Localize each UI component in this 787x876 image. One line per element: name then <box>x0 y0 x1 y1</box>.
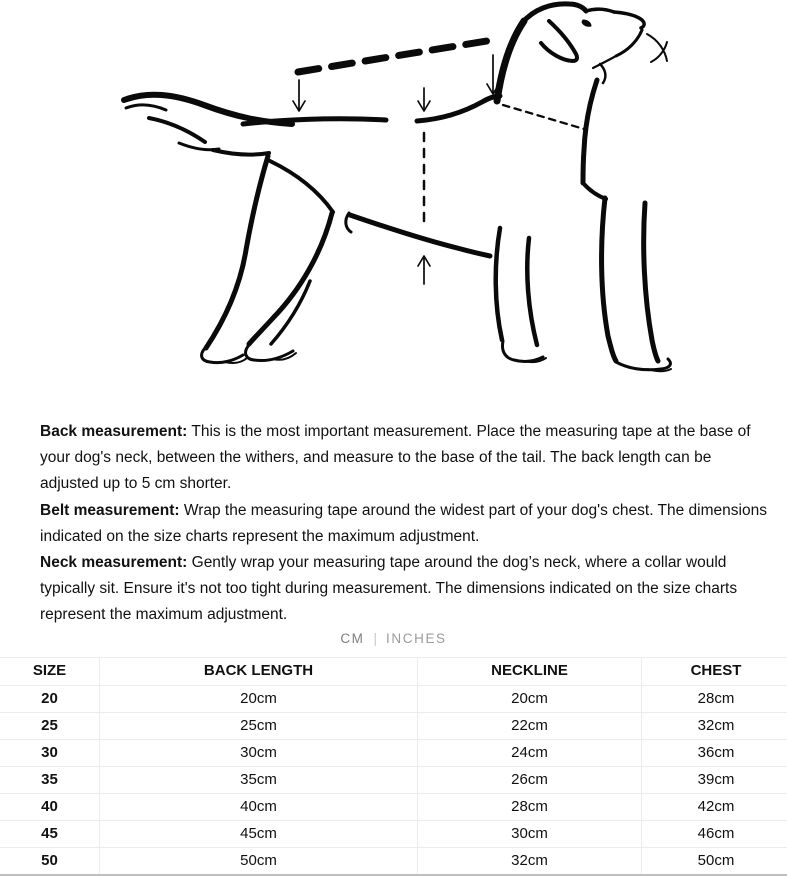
column-header-back-length: BACK LENGTH <box>100 657 418 685</box>
cell-back-length: 45cm <box>100 820 418 847</box>
cell-back-length: 30cm <box>100 739 418 766</box>
cell-size: 35 <box>0 766 100 793</box>
chest-girth-up-arrow-icon <box>418 256 430 284</box>
dog-measurement-diagram <box>0 0 787 405</box>
cell-chest: 28cm <box>642 685 787 712</box>
back-end-arrow-icon <box>487 55 499 94</box>
cell-size: 25 <box>0 712 100 739</box>
dog-line-art <box>124 4 671 371</box>
cell-size: 45 <box>0 820 100 847</box>
unit-option-cm[interactable]: CM <box>340 631 364 646</box>
cell-size: 50 <box>0 847 100 875</box>
size-chart-table <box>0 657 787 876</box>
back-start-arrow-icon <box>293 80 305 111</box>
cell-chest: 39cm <box>642 766 787 793</box>
cell-neckline: 26cm <box>418 766 642 793</box>
instruction-text: Wrap the measuring tape around the widest part of your dog's chest. The dimensions indicated on the size charts represent the maximum adjustment. <box>40 502 767 545</box>
back-mid-arrow-icon <box>418 88 430 111</box>
column-header-neckline: NECKLINE <box>418 657 642 685</box>
cell-neckline: 24cm <box>418 739 642 766</box>
back-length-dashed-line <box>298 40 493 72</box>
cell-back-length: 25cm <box>100 712 418 739</box>
cell-size: 40 <box>0 793 100 820</box>
instruction-label: Belt measurement: <box>40 502 180 519</box>
cell-chest: 32cm <box>642 712 787 739</box>
table-row <box>0 820 787 847</box>
cell-neckline: 22cm <box>418 712 642 739</box>
cell-neckline: 30cm <box>418 820 642 847</box>
cell-back-length: 40cm <box>100 793 418 820</box>
table-row <box>0 712 787 739</box>
cell-neckline: 32cm <box>418 847 642 875</box>
cell-chest: 42cm <box>642 793 787 820</box>
table-row <box>0 766 787 793</box>
unit-toggle <box>0 631 787 651</box>
cell-chest: 50cm <box>642 847 787 875</box>
neckline-dashed-line <box>503 105 584 129</box>
instruction-belt-measurement <box>40 498 767 550</box>
dog-line-art-svg <box>0 0 787 405</box>
measurement-indicators <box>293 40 584 284</box>
cell-neckline: 20cm <box>418 685 642 712</box>
instruction-neck-measurement <box>40 550 767 629</box>
column-header-size: SIZE <box>0 657 100 685</box>
instruction-label: Back measurement: <box>40 423 187 440</box>
table-row <box>0 847 787 875</box>
cell-neckline: 28cm <box>418 793 642 820</box>
cell-chest: 36cm <box>642 739 787 766</box>
measuring-instructions <box>40 419 767 629</box>
unit-option-inches[interactable]: INCHES <box>386 631 447 646</box>
table-row <box>0 739 787 766</box>
unit-separator: | <box>374 631 378 646</box>
table-header-row <box>0 657 787 685</box>
table-row <box>0 685 787 712</box>
column-header-chest: CHEST <box>642 657 787 685</box>
instruction-text: This is the most important measurement. Place the measuring tape at the base of your dog's neck, between the withers, and measure to the base of the tail. The back length can be adjusted up to 5 cm shorter. <box>40 423 751 492</box>
instruction-label: Neck measurement: <box>40 554 187 571</box>
cell-size: 30 <box>0 739 100 766</box>
cell-chest: 46cm <box>642 820 787 847</box>
cell-back-length: 35cm <box>100 766 418 793</box>
instruction-text: Gently wrap your measuring tape around the dog’s neck, where a collar would typically sit. Ensure it's not too tight during measurement. The dimensions indicated on the size charts represent the maximum adjustment. <box>40 554 737 623</box>
instruction-back-measurement <box>40 419 767 498</box>
cell-size: 20 <box>0 685 100 712</box>
table-row <box>0 793 787 820</box>
cell-back-length: 50cm <box>100 847 418 875</box>
cell-back-length: 20cm <box>100 685 418 712</box>
